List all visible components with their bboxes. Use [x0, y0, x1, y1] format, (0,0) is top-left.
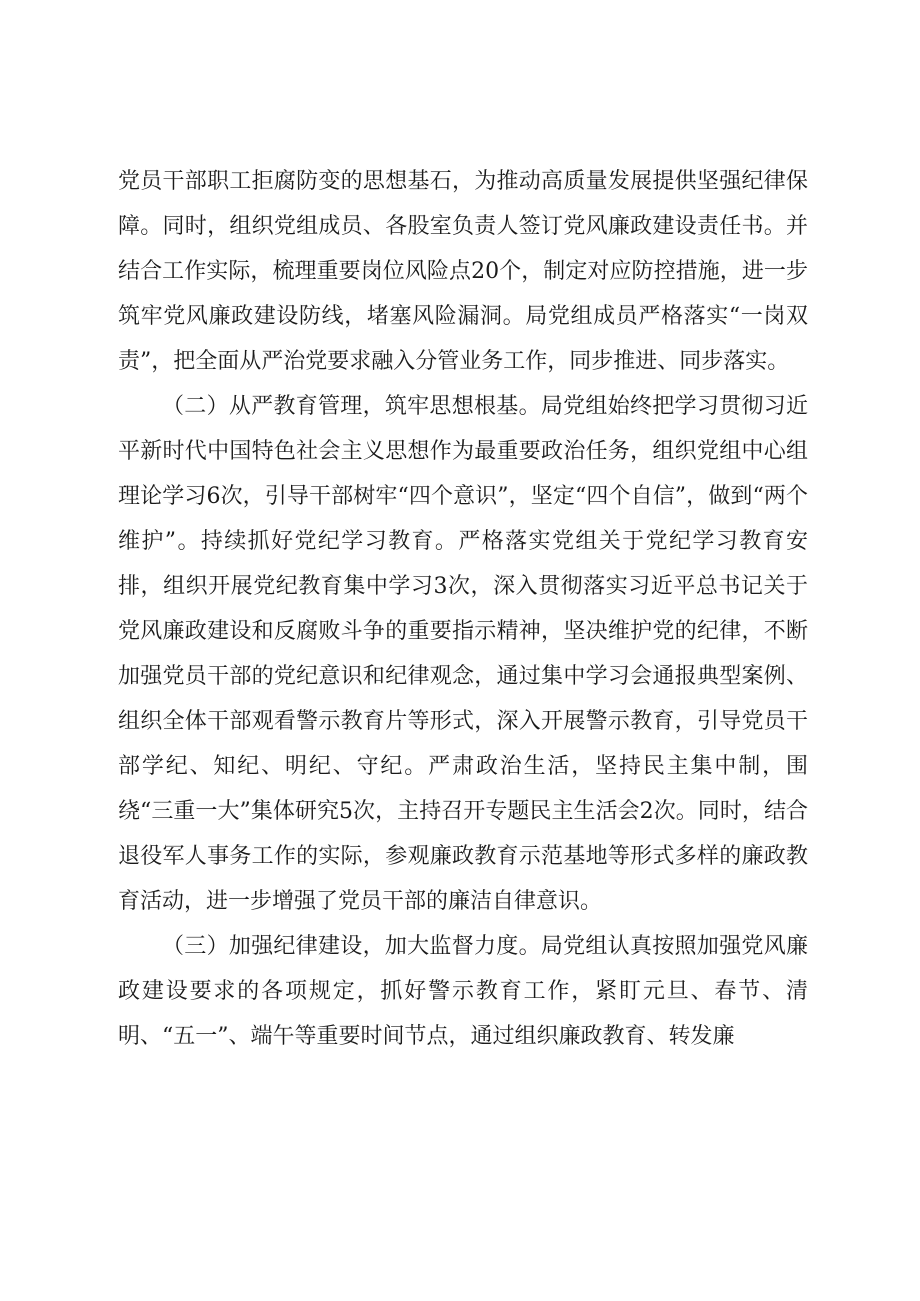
document-body: [118, 159, 808, 1059]
paragraph-education-management: （二）从严教育管理，筑牢思想根基。局党组始终把学习贯彻习近平新时代中国特色社会主义思想作为最重要政治任务，组织党组中心组理论学习6次，引导干部树牢“四个意识”，坚定“四个自信”，做到“两个维护”。持续抓好党纪学习教育。严格落实党组关于党纪学习教育安排，组织开展党纪教育集中学习3次，深入贯彻落实习近平总书记关于党风廉政建设和反腐败斗争的重要指示精神，坚决维护党的纪律，不断加强党员干部的党纪意识和纪律观念，通过集中学习会通报典型案例、组织全体干部观看警示教育片等形式，深入开展警示教育，引导党员干部学纪、知纪、明纪、守纪。严肃政治生活，坚持民主集中制，围绕“三重一大”集体研究5次，主持召开专题民主生活会2次。同时，结合退役军人事务工作的实际，参观廉政教育示范基地等形式多样的廉政教育活动，进一步增强了党员干部的廉洁自律意识。: [118, 394, 808, 914]
paragraph-discipline-building: （三）加强纪律建设，加大监督力度。局党组认真按照加强党风廉政建设要求的各项规定，抓好警示教育工作，紧盯元旦、春节、清明、“五一”、端午等重要时间节点，通过组织廉政教育、转发廉: [118, 934, 808, 1049]
paragraph-continuation: 党员干部职工拒腐防变的思想基石，为推动高质量发展提供坚强纪律保障。同时，组织党组成员、各股室负责人签订党风廉政建设责任书。并结合工作实际，梳理重要岗位风险点20个，制定对应防控措施，进一步筑牢党风廉政建设防线，堵塞风险漏洞。局党组成员严格落实“一岗双责”，把全面从严治党要求融入分管业务工作，同步推进、同步落实。: [118, 169, 808, 374]
